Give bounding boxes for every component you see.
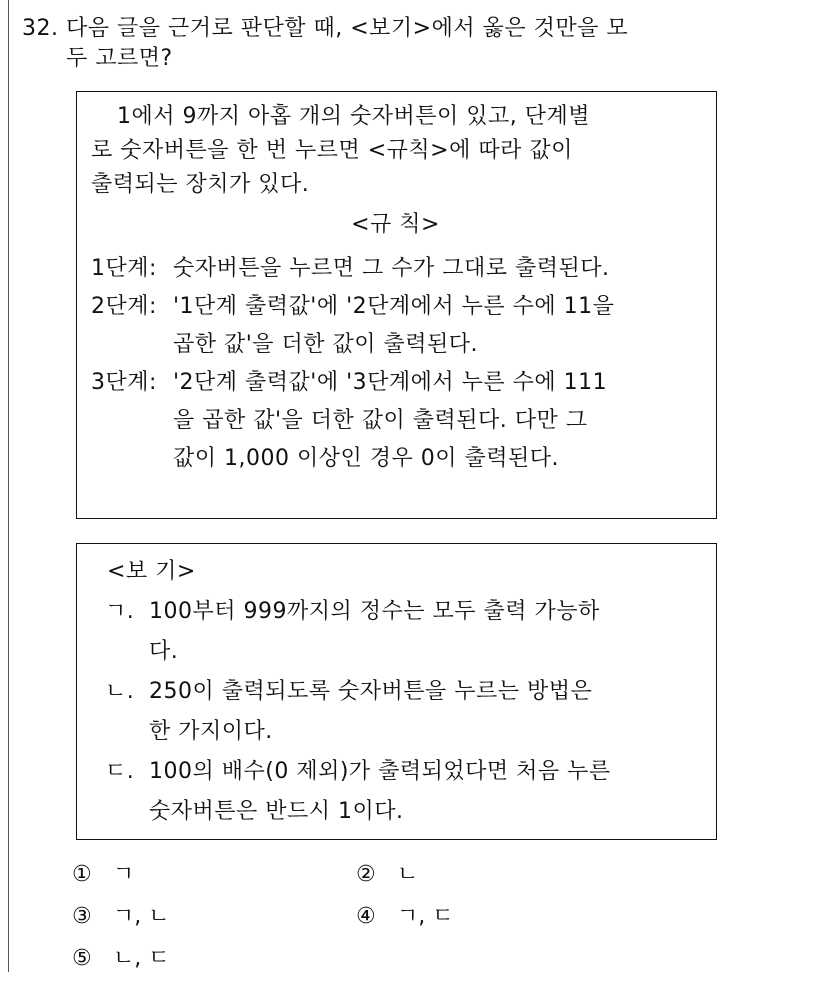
choice-3[interactable] <box>72 902 356 944</box>
bogi-item-giyeok-text-2: 다. <box>149 639 179 664</box>
choice-1-text: ㄱ <box>113 862 135 887</box>
choice-row-2 <box>72 902 772 944</box>
bogi-title: <보 기> <box>107 559 196 584</box>
rule-step-3-label: 3단계: <box>91 370 157 395</box>
bogi-item-digeut-text-2: 숫자버튼은 반드시 1이다. <box>149 799 404 824</box>
choice-2[interactable] <box>356 860 640 902</box>
choice-5[interactable] <box>72 944 356 986</box>
choice-4[interactable] <box>356 902 640 944</box>
bogi-item-digeut-mark: ㄷ. <box>105 759 135 784</box>
rule-step-1 <box>91 250 700 288</box>
bogi-item-digeut-text-1: 100의 배수(0 제외)가 출력되었다면 처음 누른 <box>149 759 611 784</box>
choice-3-number: ③ <box>72 904 92 929</box>
passage-box <box>76 91 717 519</box>
bogi-item-nieun-mark: ㄴ. <box>105 679 135 704</box>
rule-step-2 <box>91 288 700 326</box>
choice-1[interactable] <box>72 860 356 902</box>
rule-step-1-text: 숫자버튼을 누르면 그 수가 그대로 출력된다. <box>173 256 610 281</box>
choice-2-text: ㄴ <box>397 862 419 887</box>
question-line-1 <box>22 14 802 44</box>
choice-5-text: ㄴ, ㄷ <box>113 946 170 971</box>
question-stem <box>22 14 802 74</box>
passage-intro-line-2: 로 숫자버튼을 한 번 누르면 <규칙>에 따라 값이 <box>91 138 573 163</box>
answer-choices <box>72 860 772 986</box>
bogi-item-nieun-text-1: 250이 출력되도록 숫자버튼을 누르는 방법은 <box>149 679 593 704</box>
choice-1-number: ① <box>72 862 92 887</box>
rule-step-2-label: 2단계: <box>91 294 157 319</box>
bogi-item-digeut <box>105 752 694 792</box>
choice-4-text: ㄱ, ㄷ <box>397 904 454 929</box>
bogi-item-giyeok-text-1: 100부터 999까지의 정수는 모두 출력 가능하 <box>149 599 600 624</box>
choice-5-number: ⑤ <box>72 946 92 971</box>
rule-step-3-text-1: '2단계 출력값'에 '3단계에서 누른 수에 111 <box>173 370 608 395</box>
choice-3-text: ㄱ, ㄴ <box>113 904 170 929</box>
passage-intro-line-1: 1에서 9까지 아홉 개의 숫자버튼이 있고, 단계별 <box>117 104 590 129</box>
bogi-item-giyeok-mark: ㄱ. <box>105 599 135 624</box>
choice-2-number: ② <box>356 862 376 887</box>
question-line-2: 두 고르면? <box>66 46 173 71</box>
rule-step-3 <box>91 364 700 402</box>
rule-title: <규 칙> <box>351 212 440 237</box>
question-number: 32. <box>22 16 59 41</box>
question-text-1: 다음 글을 근거로 판단할 때, <보기>에서 옳은 것만을 모 <box>66 16 629 41</box>
page-left-border <box>8 0 9 972</box>
rule-step-3-text-3: 값이 1,000 이상인 경우 0이 출력된다. <box>173 446 559 471</box>
rule-step-2-text-2: 곱한 값'을 더한 값이 출력된다. <box>173 332 479 357</box>
passage-intro-line-3: 출력되는 장치가 있다. <box>91 172 310 197</box>
choice-row-3 <box>72 944 772 986</box>
rule-step-3-text-2: 을 곱한 값'을 더한 값이 출력된다. 다만 그 <box>173 408 588 433</box>
bogi-item-giyeok <box>105 592 694 632</box>
choice-row-1 <box>72 860 772 902</box>
bogi-box <box>76 543 717 840</box>
choice-4-number: ④ <box>356 904 376 929</box>
rule-step-2-text-1: '1단계 출력값'에 '2단계에서 누른 수에 11을 <box>173 294 615 319</box>
bogi-item-nieun <box>105 672 694 712</box>
rule-step-1-label: 1단계: <box>91 256 157 281</box>
bogi-item-nieun-text-2: 한 가지이다. <box>149 719 273 744</box>
